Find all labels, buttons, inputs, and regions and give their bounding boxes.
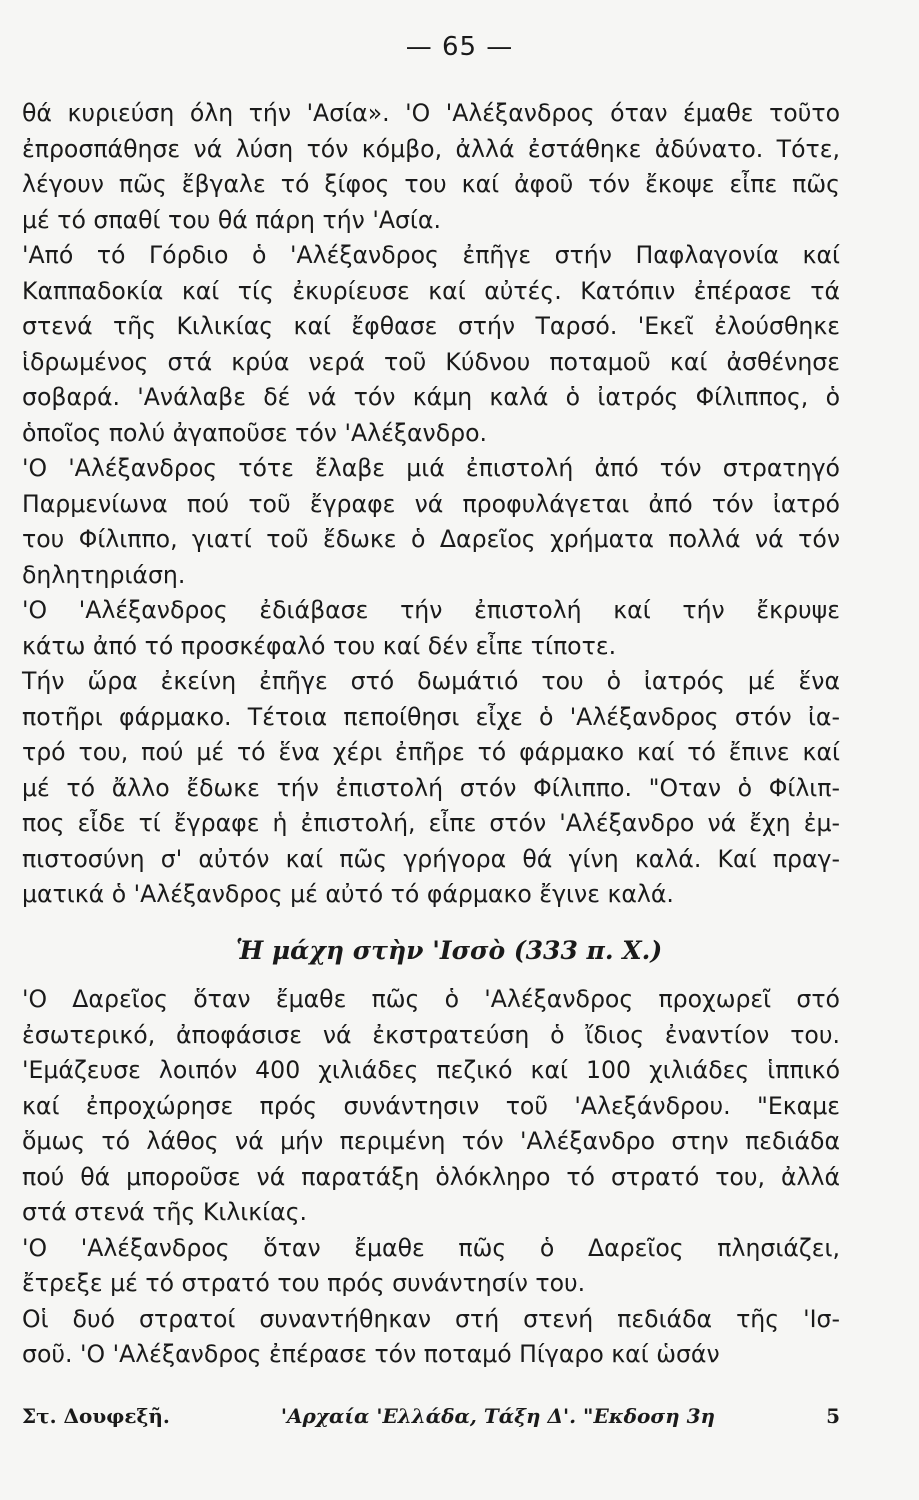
text-line: πος εἶδε τί ἔγραφε ἡ ἐπιστολή, εἶπε στόν 'Αλέξανδρο νά ἔχη ἐμ- (22, 809, 840, 837)
text-line: σοβαρά. 'Ανάλαβε δέ νά τόν κάμη καλά ὁ ἰατρός Φίλιππος, ὁ (22, 383, 840, 411)
text-line: στενά τῆς Κιλικίας καί ἔφθασε στήν Ταρσό. 'Εκεῖ ἐλούσθηκε (22, 312, 840, 340)
text-line: 'Εμάζευσε λοιπόν 400 χιλιάδες πεζικό καί 100 χιλιάδες ἱππικό (22, 1056, 840, 1084)
text-line: θά κυριεύση όλη τήν 'Ασία». 'Ο 'Αλέξανδρος όταν έμαθε τοῦτο (22, 99, 840, 127)
text-line: κάτω ἀπό τό προσκέφαλό του καί δέν εἶπε τίποτε. (22, 631, 617, 660)
text-line: στά στενά τῆς Κιλικίας. (22, 1198, 308, 1226)
text-line: ὁποῖος πολύ ἀγαποῦσε τόν 'Αλέξανδρο. (22, 418, 488, 447)
text-line: ἔτρεξε μέ τό στρατό του πρός συνάντησίν του. (22, 1269, 586, 1297)
page-number: — 65 — (405, 32, 514, 62)
text-line: του Φίλιππο, γιατί τοῦ ἔδωκε ὁ Δαρεῖος χρήματα πολλά νά τόν (22, 525, 840, 553)
text-line: ποτῆρι φάρμακο. Τέτοια πεποίθησι εἶχε ὁ 'Αλέξανδρος στόν ἰα- (22, 702, 840, 731)
text-line: Οἱ δυό στρατοί συναντήθηκαν στή στενή πεδιάδα τῆς 'Ισ- (22, 1304, 840, 1333)
text-line: 'Ο 'Αλέξανδρος τότε ἔλαβε μιά ἐπιστολή ἀπό τόν στρατηγό (22, 454, 840, 482)
text-line: ἐσωτερικό, ἀποφάσισε νά ἐκστρατεύση ὁ ἴδιος ἐναντίον του. (22, 1020, 840, 1049)
paragraph (22, 238, 840, 451)
text-line: δηλητηριάση. (22, 560, 186, 589)
text-line: ὅμως τό λάθος νά μήν περιμένη τόν 'Αλέξανδρο στην πεδιάδα (22, 1127, 840, 1155)
text-line: πού θά μποροῦσε νά παρατάξη ὁλόκληρο τό στρατό του, ἀλλά (22, 1162, 840, 1191)
paragraph (22, 982, 840, 1231)
text-line: πιστοσύνη σ' αὐτόν καί πῶς γρήγορα θά γίνη καλά. Καί πραγ- (22, 844, 840, 873)
paragraphs-after-heading (22, 982, 840, 1373)
text-line: σοῦ. 'Ο 'Αλέξανδρος ἐπέρασε τόν ποταμό Πίγαρο καί ὡσάν (22, 1340, 720, 1368)
footer-signature-mark: 5 (826, 1404, 840, 1428)
text-line: Τήν ὥρα ἐκείνη ἐπῆγε στό δωμάτιό του ὁ ἰατρός μέ ἕνα (22, 667, 840, 695)
paragraphs-before-heading (22, 96, 840, 913)
paragraph (22, 1231, 840, 1302)
text-line: ματικά ὁ 'Αλέξανδρος μέ αὐτό τό φάρμακο ἔγινε καλά. (22, 880, 674, 908)
text-line: ἐπροσπάθησε νά λύση τόν κόμβο, ἀλλά ἐστάθηκε ἀδύνατο. Τότε, (22, 134, 840, 163)
text-line: μέ τό ἄλλο ἔδωκε τήν ἐπιστολή στόν Φίλιππο. "Οταν ὁ Φίλιπ- (22, 773, 840, 802)
text-line: μέ τό σπαθί του θά πάρη τήν 'Ασία. (22, 205, 441, 234)
footer-book-title: 'Αρχαία 'Ελλάδα, Τάξη Δ'. "Εκδοση 3η (280, 1404, 716, 1428)
text-line: 'Από τό Γόρδιο ὁ 'Αλέξανδρος ἐπῆγε στήν Παφλαγονία καί (22, 241, 840, 269)
text-line: λέγουν πῶς ἔβγαλε τό ξίφος του καί ἀφοῦ τόν ἔκοψε εἶπε πῶς (22, 170, 840, 198)
text-line: Καππαδοκία καί τίς ἐκυρίευσε καί αὐτές. Κατόπιν ἐπέρασε τά (22, 276, 840, 305)
paragraph (22, 451, 840, 593)
text-line: καί ἐπροχώρησε πρός συνάντησιν τοῦ 'Αλεξάνδρου. "Εκαμε (22, 1091, 840, 1120)
paragraph (22, 96, 840, 238)
section-heading: Ἡ μάχη στὴν 'Ισσὸ (333 π. Χ.) (235, 935, 663, 965)
text-line: τρό του, πού μέ τό ἕνα χέρι ἐπῆρε τό φάρμακο καί τό ἔπινε καί (22, 738, 840, 766)
page-footer (22, 1404, 840, 1428)
footer-author: Στ. Δουφεξῆ. (22, 1404, 170, 1428)
text-line: 'Ο 'Αλέξανδρος ἐδιάβασε τήν ἐπιστολή καί τήν ἔκρυψε (22, 596, 840, 624)
body-text (22, 96, 840, 1373)
text-line: ἱδρωμένος στά κρύα νερά τοῦ Κύδνου ποταμοῦ καί ἀσθένησε (22, 347, 840, 376)
paragraph (22, 664, 840, 913)
text-line: 'Ο Δαρεῖος ὅταν ἔμαθε πῶς ὁ 'Αλέξανδρος προχωρεῖ στό (22, 985, 840, 1013)
paragraph (22, 593, 840, 664)
text-line: 'Ο 'Αλέξανδρος ὅταν ἔμαθε πῶς ὁ Δαρεῖος πλησιάζει, (22, 1233, 840, 1262)
text-line: Παρμενίωνα πού τοῦ ἔγραφε νά προφυλάγεται ἀπό τόν ἰατρό (22, 489, 840, 518)
paragraph (22, 1302, 840, 1373)
